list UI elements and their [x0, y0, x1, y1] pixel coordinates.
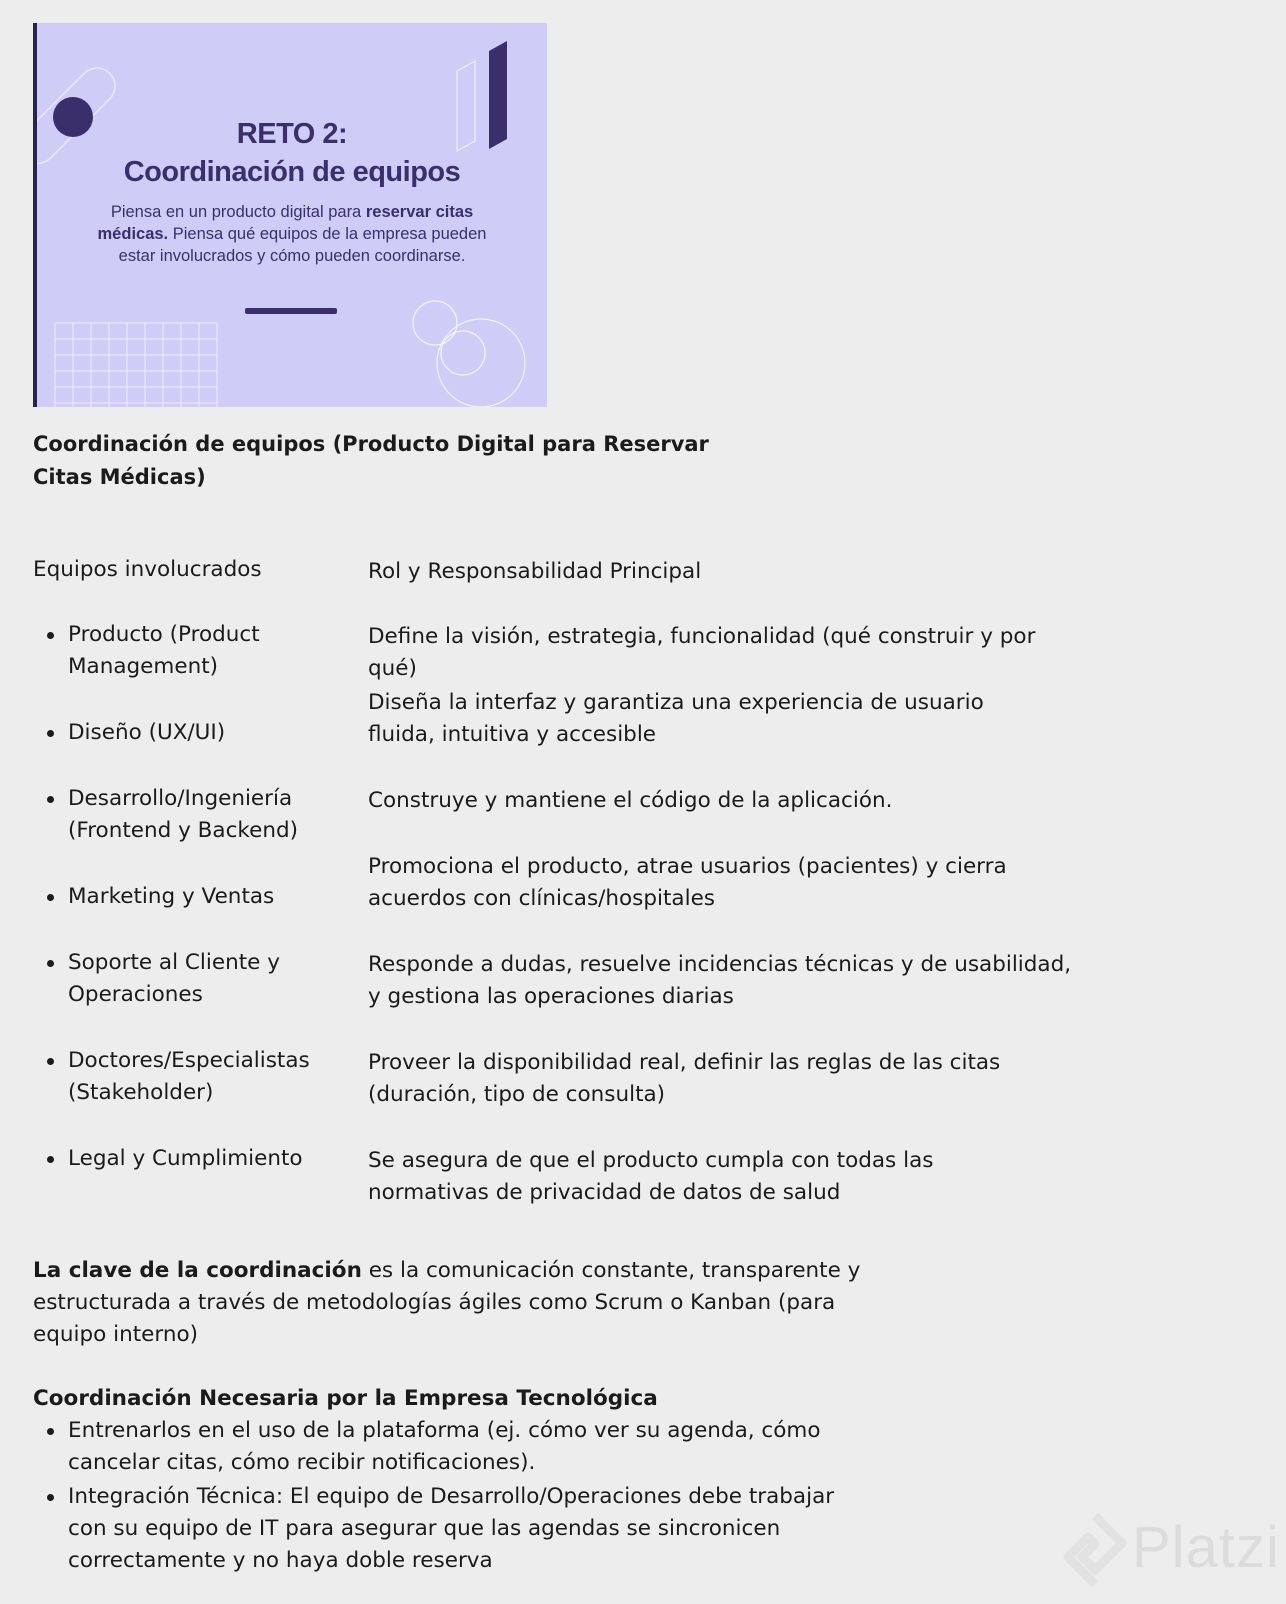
bullet-icon	[47, 632, 54, 639]
role-cell: Diseña la interfaz y garantiza una experiencia de usuario fluida, intuitiva y accesible	[368, 690, 984, 747]
roles-column-header: Rol y Responsabilidad Principal	[368, 559, 702, 584]
coordination-title: Coordinación Necesaria por la Empresa Tecnológica	[33, 1386, 658, 1411]
challenge-banner	[33, 23, 547, 407]
bullet-icon	[47, 796, 54, 803]
role-cell: Responde a dudas, resuelve incidencias técnicas y de usabilidad, y gestiona las operaciones diarias	[368, 952, 1072, 1009]
banner-text-part2: Piensa qué equipos de la empresa pueden estar involucrados y cómo pueden coordinarse.	[118, 225, 487, 265]
banner-text-part1: Piensa en un producto digital para	[110, 203, 362, 221]
banner-title-line1: RETO 2:	[236, 118, 348, 150]
list-item: Doctores/Especialistas (Stakeholder)	[68, 1048, 310, 1105]
bullet-icon	[47, 894, 54, 901]
list-item: Producto (Product Management)	[68, 622, 260, 679]
role-cell: Promociona el producto, atrae usuarios (pacientes) y cierra acuerdos con clínicas/hospitales	[368, 854, 1007, 911]
banner-title-line2: Coordinación de equipos	[123, 156, 461, 188]
list-item: Marketing y Ventas	[68, 884, 275, 909]
teams-column-header: Equipos involucrados	[33, 557, 262, 582]
banner-title	[37, 115, 547, 191]
role-cell: Construye y mantiene el código de la aplicación.	[368, 788, 893, 813]
bullet-icon	[47, 1428, 54, 1435]
banner-underline	[245, 308, 337, 314]
role-cell: Proveer la disponibilidad real, definir las reglas de las citas (duración, tipo de consulta)	[368, 1050, 1001, 1107]
list-item: Integración Técnica: El equipo de Desarrollo/Operaciones debe trabajar con su equipo de IT para asegurar que las agendas se sincronicen correctamente y no haya doble reserva	[68, 1484, 835, 1573]
banner-text	[97, 201, 487, 267]
list-item: Entrenarlos en el uso de la plataforma (ej. cómo ver su agenda, cómo cancelar citas, cómo recibir notificaciones).	[68, 1418, 821, 1475]
platzi-logo-icon	[1060, 1510, 1130, 1590]
role-cell: Define la visión, estrategia, funcionalidad (qué construir y por qué)	[368, 624, 1036, 681]
banner-text-bold: reservar citas médicas.	[97, 203, 474, 243]
page-title: Coordinación de equipos (Producto Digital para Reservar Citas Médicas)	[33, 432, 709, 489]
role-cell: Se asegura de que el producto cumpla con todas las normativas de privacidad de datos de salud	[368, 1148, 934, 1205]
platzi-watermark	[1060, 1510, 1286, 1590]
key-rest: es la comunicación constante, transparente y estructurada a través de metodologías ágiles como Scrum o Kanban (para equipo interno)	[33, 1258, 861, 1347]
list-item: Soporte al Cliente y Operaciones	[68, 950, 280, 1007]
key-bold: La clave de la coordinación	[33, 1258, 362, 1283]
list-item: Legal y Cumplimiento	[68, 1146, 303, 1171]
bullet-icon	[47, 730, 54, 737]
bullet-icon	[47, 960, 54, 967]
watermark-text: Platzi	[1132, 1515, 1280, 1580]
bullet-icon	[47, 1156, 54, 1163]
list-item: Diseño (UX/UI)	[68, 720, 226, 745]
list-item: Desarrollo/Ingeniería (Frontend y Backend)	[68, 786, 298, 843]
bullet-icon	[47, 1058, 54, 1065]
key-paragraph	[33, 1255, 863, 1351]
bullet-icon	[47, 1494, 54, 1501]
